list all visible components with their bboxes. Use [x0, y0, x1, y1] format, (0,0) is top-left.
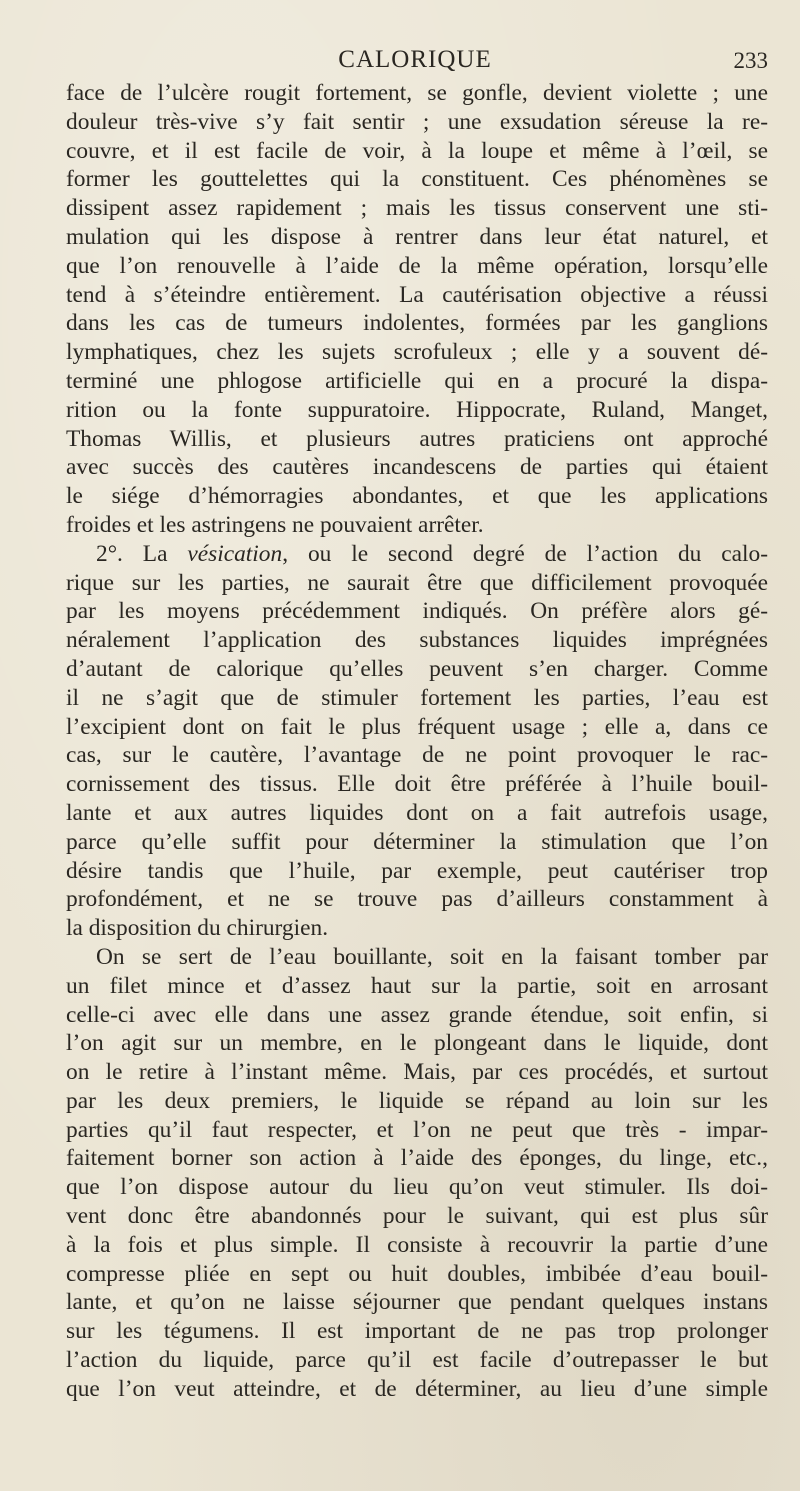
- text-line: profondément, et ne se trouve pas d’ailleurs constamment à: [66, 886, 768, 913]
- text-line: que l’on dispose autour du lieu qu’on veut stimuler. Ils doi-: [66, 1174, 768, 1201]
- text-line: Thomas Willis, et plusieurs autres praticiens ont approché: [66, 425, 768, 452]
- text-line: l’on agit sur un membre, en le plongeant dans le liquide, dont: [66, 1030, 768, 1057]
- text-line: face de l’ulcère rougit fortement, se gonfle, devient violette ; une: [66, 80, 768, 106]
- text-line: que l’on veut atteindre, et de déterminer, au lieu d’une simple: [66, 1375, 768, 1402]
- text-line: par les deux premiers, le liquide se répand au loin sur les: [66, 1087, 768, 1114]
- text-line: on le retire à l’instant même. Mais, par ces procédés, et surtout: [66, 1059, 768, 1086]
- text-line: froides et les astringens ne pouvaient arrêter.: [66, 511, 484, 538]
- text-line: à la fois et plus simple. Il consiste à recouvrir la partie d’une: [66, 1231, 768, 1258]
- text-line: parce qu’elle suffit pour déterminer la stimulation que l’on: [66, 828, 768, 855]
- body-text: [66, 79, 768, 1404]
- text-line: lante, et qu’on ne laisse séjourner que pendant quelques instans: [66, 1289, 768, 1316]
- text-line: rition ou la fonte suppuratoire. Hippocrate, Ruland, Manget,: [66, 396, 768, 423]
- text-line: dissipent assez rapidement ; mais les tissus conservent une sti-: [66, 195, 768, 222]
- text-line: le siége d’hémorragies abondantes, et que les applications: [66, 483, 768, 510]
- text-line: dans les cas de tumeurs indolentes, formées par les ganglions: [66, 310, 768, 337]
- running-head: [62, 46, 768, 80]
- text-line: par les moyens précédemment indiqués. On préfère alors gé-: [66, 598, 768, 625]
- text-line: douleur très-vive s’y fait sentir ; une exsudation séreuse la re-: [66, 108, 768, 135]
- page-number: 233: [733, 48, 768, 73]
- text-line: former les gouttelettes qui la constituent. Ces phénomènes se: [66, 166, 768, 193]
- text-line: tend à s’éteindre entièrement. La cautérisation objective a réussi: [66, 281, 768, 308]
- running-title: CALORIQUE: [338, 46, 492, 73]
- text-line: mulation qui les dispose à rentrer dans leur état naturel, et: [66, 223, 768, 250]
- text-line: terminé une phlogose artificielle qui en a procuré la dispa-: [66, 367, 768, 394]
- text-line: vent donc être abandonnés pour le suivant, qui est plus sûr: [66, 1203, 768, 1230]
- text-line: la disposition du chirurgien.: [66, 915, 329, 942]
- text-line-vesication: 2°. La vésication, ou le second degré de l’action du calo-: [96, 540, 769, 567]
- text-line: avec succès des cautères incandescens de parties qui étaient: [66, 454, 768, 481]
- text-line: l’excipient dont on fait le plus fréquent usage ; elle a, dans ce: [66, 713, 768, 740]
- text-line: faitement borner son action à l’aide des éponges, du linge, etc.,: [66, 1145, 768, 1172]
- text-line: que l’on renouvelle à l’aide de la même opération, lorsqu’elle: [66, 252, 768, 279]
- text-line: désire tandis que l’huile, par exemple, peut cautériser trop: [66, 857, 768, 884]
- text-line: néralement l’application des substances liquides imprégnées: [66, 627, 768, 654]
- text-line: un filet mince et d’assez haut sur la partie, soit en arrosant: [66, 972, 768, 999]
- text-line: On se sert de l’eau bouillante, soit en la faisant tomber par: [96, 943, 768, 970]
- text-line: celle-ci avec elle dans une assez grande étendue, soit enfin, si: [66, 1001, 768, 1028]
- text-line: parties qu’il faut respecter, et l’on ne peut que très - impar-: [66, 1116, 768, 1143]
- text-line: lymphatiques, chez les sujets scrofuleux ; elle y a souvent dé-: [66, 339, 768, 366]
- text-line: compresse pliée en sept ou huit doubles, imbibée d’eau bouil-: [66, 1260, 768, 1287]
- text-line: cornissement des tissus. Elle doit être préférée à l’huile bouil-: [66, 771, 768, 798]
- text-line: sur les tégumens. Il est important de ne pas trop prolonger: [66, 1318, 768, 1345]
- italic-term: vésication: [187, 540, 283, 567]
- text-line: d’autant de calorique qu’elles peuvent s’en charger. Comme: [66, 655, 768, 682]
- text-line: cas, sur le cautère, l’avantage de ne point provoquer le rac-: [66, 742, 768, 769]
- text-line: couvre, et il est facile de voir, à la loupe et même à l’œil, se: [66, 137, 768, 164]
- text-line: rique sur les parties, ne saurait être que difficilement provoquée: [66, 569, 768, 596]
- text-line: lante et aux autres liquides dont on a fait autrefois usage,: [66, 799, 768, 826]
- text-line: l’action du liquide, parce qu’il est facile d’outrepasser le but: [66, 1347, 768, 1374]
- text-line: il ne s’agit que de stimuler fortement les parties, l’eau est: [66, 684, 768, 711]
